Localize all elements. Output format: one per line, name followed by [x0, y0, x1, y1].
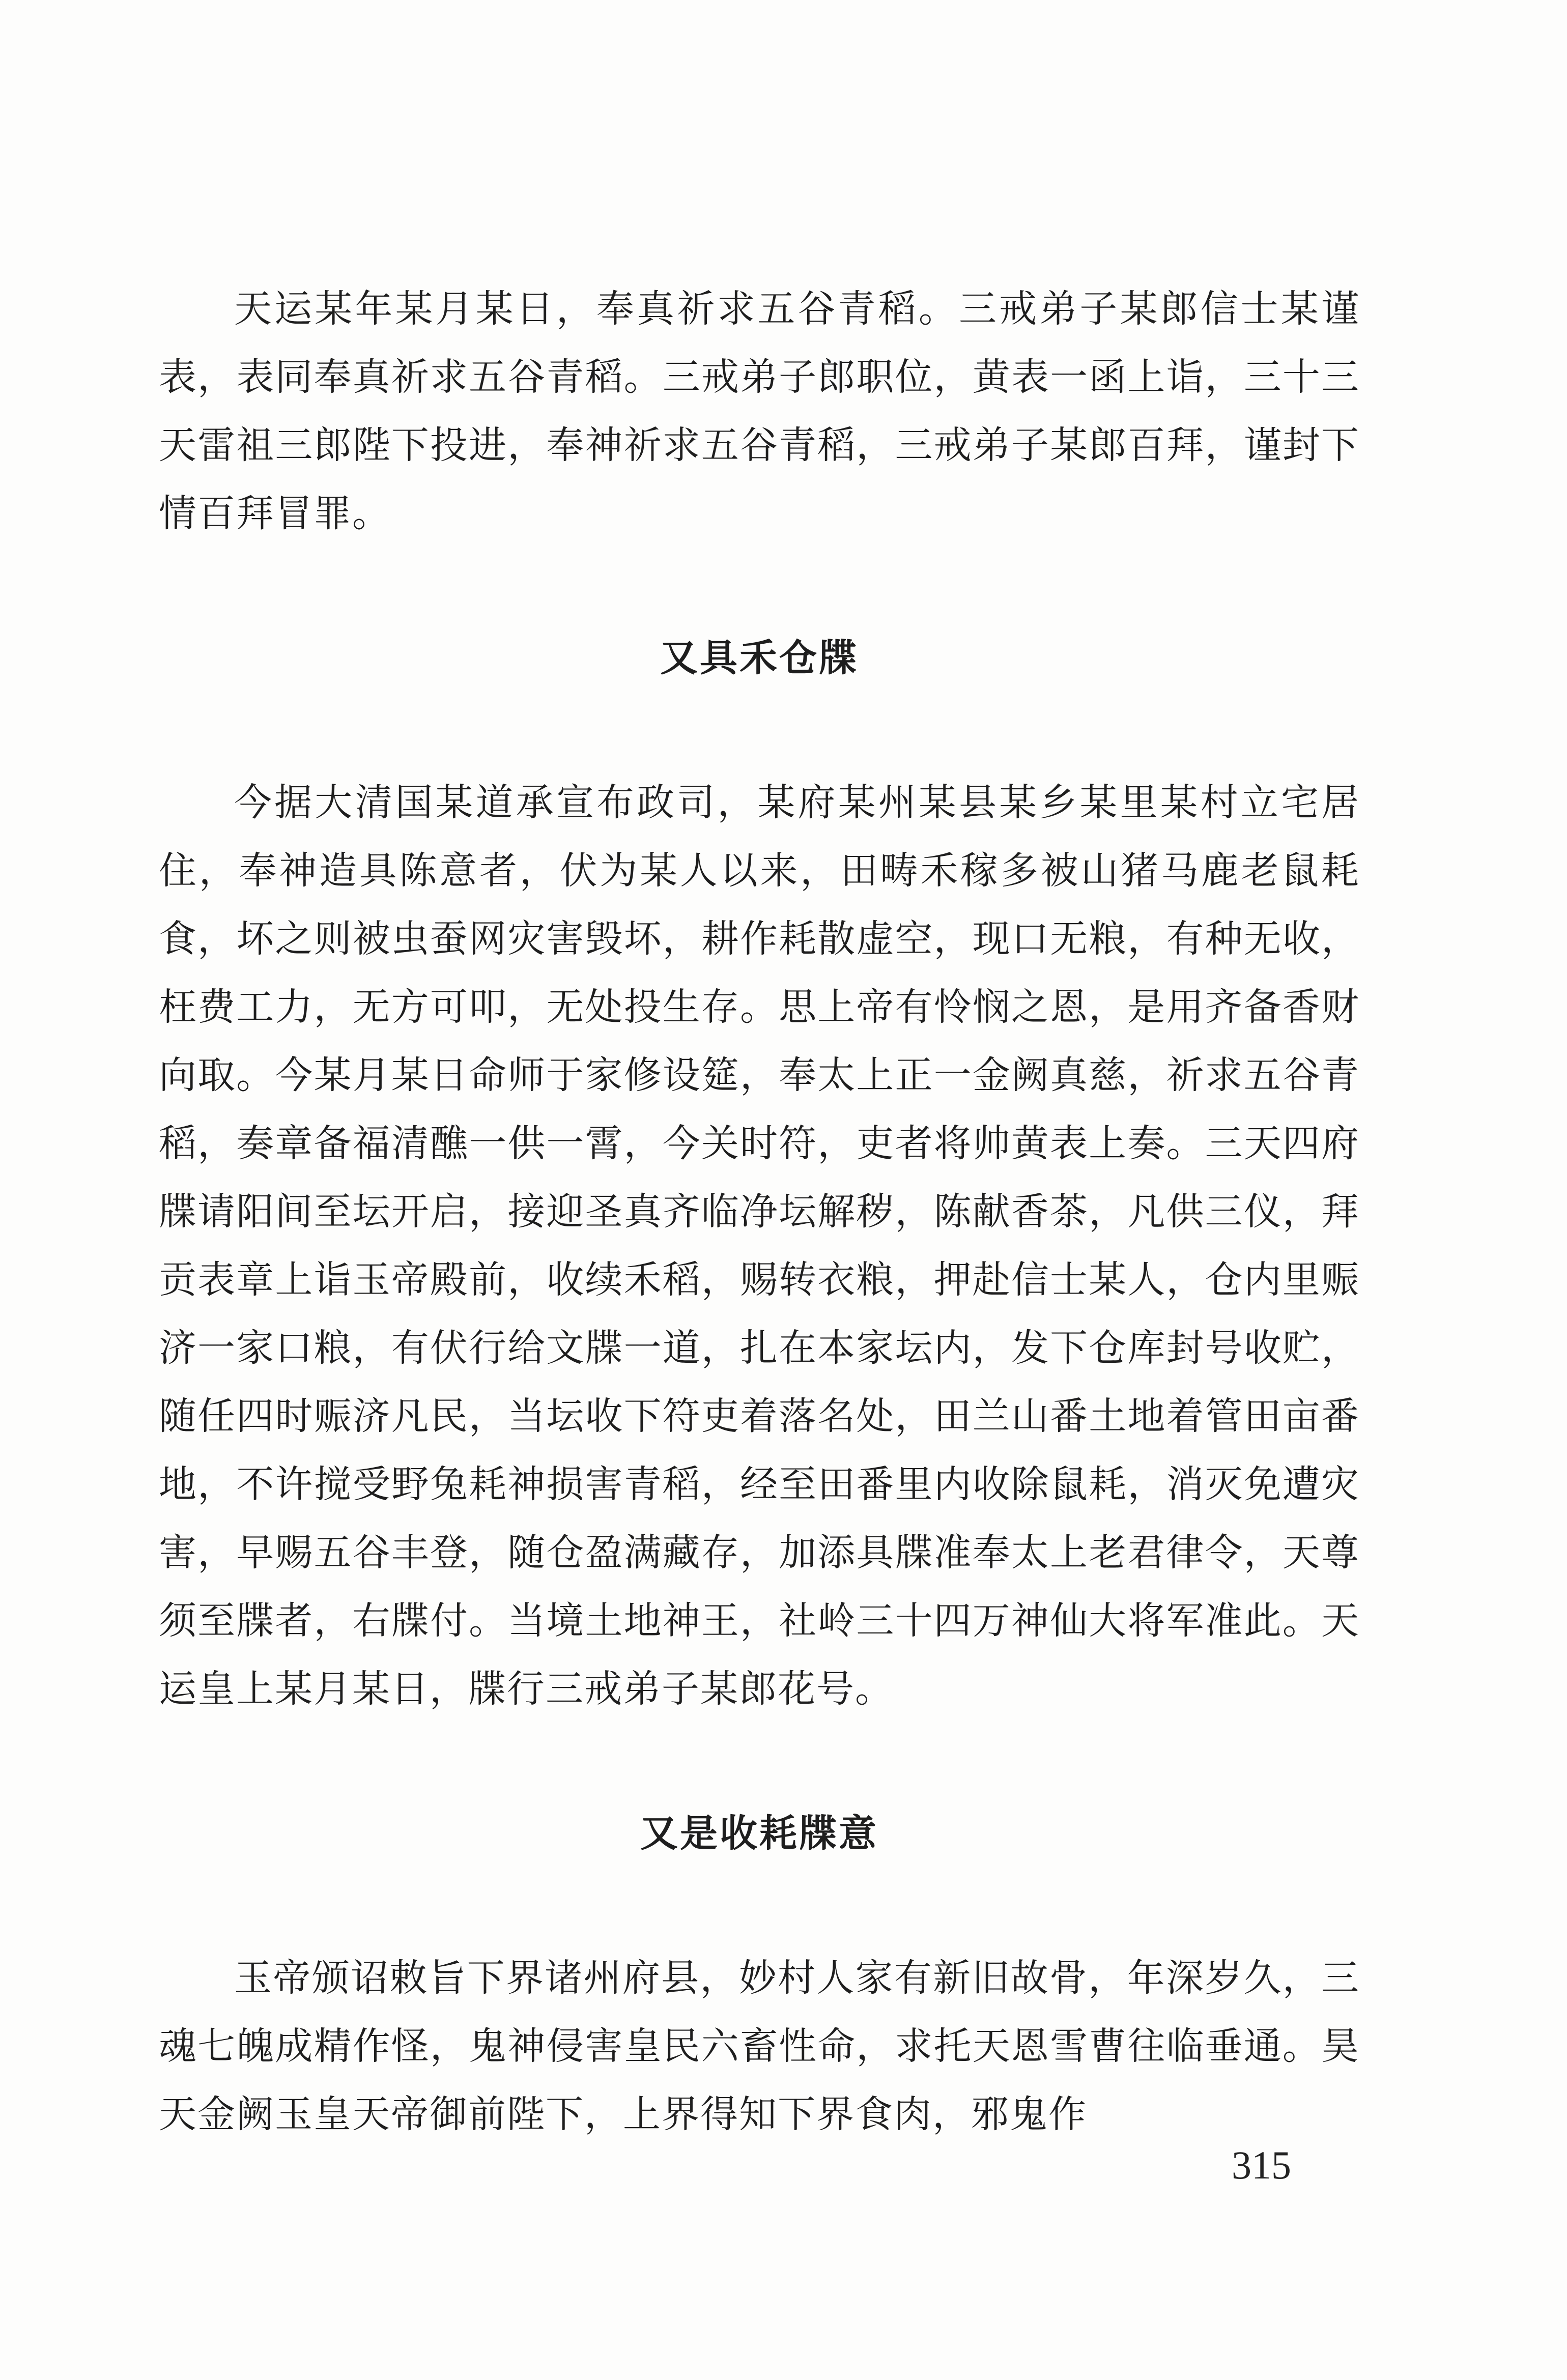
page-number: 315: [1232, 2143, 1291, 2187]
paragraph-petition: 天运某年某月某日，奉真祈求五谷青稻。三戒弟子某郎信士某谨表，表同奉真祈求五谷青稻。三戒弟子郎职位，黄表一函上诣，三十三天雷祖三郎陛下投进，奉神祈求五谷青稻，三戒弟子某郎百拜，谨封下情百拜冒罪。: [159, 287, 1360, 535]
paragraph-granary-dispatch: 今据大清国某道承宣布政司，某府某州某县某乡某里某村立宅居住，奉神造具陈意者，伏为某人以来，田畴禾稼多被山猪马鹿老鼠耗食，坏之则被虫蚕网灾害毁坏，耕作耗散虚空，现口无粮，有种无收，枉费工力，无方可叩，无处投生存。思上帝有怜悯之恩，是用齐备香财向取。今某月某日命师于家修设筵，奉太上正一金阙真慈，祈求五谷青稻，奏章备福清醮一供一霄，今关时符，吏者将帅黄表上奏。三天四府牒请阳间至坛开启，接迎圣真齐临净坛解秽，陈献香茶，凡供三仪，拜贡表章上诣玉帝殿前，收续禾稻，赐转衣粮，押赴信士某人，仓内里赈济一家口粮，有伏行给文牒一道，扎在本家坛内，发下仓库封号收贮，随任四时赈济凡民，当坛收下符吏着落名处，田兰山番土地着管田亩番地，不许搅受野兔耗神损害青稻，经至田番里内收除鼠耗，消灭免遭灾害，早赐五谷丰登，随仓盈满藏存，加添具牒准奉太上老君律令，天尊须至牒者，右牒付。当境土地神王，社岭三十四万神仙大将军准此。天运皇上某月某日，牒行三戒弟子某郎花号。: [159, 781, 1360, 1711]
section-heading-rodent-dispatch: 又是收耗牒意: [640, 1812, 878, 1855]
page-body: [159, 275, 1360, 2148]
paragraph-rodent-dispatch: 玉帝颁诏敕旨下界诸州府县，妙村人家有新旧故骨，年深岁久，三魂七魄成精作怪，鬼神侵害皇民六畜性命，求托天恩雪曹往临垂通。昊天金阙玉皇天帝御前陛下，上界得知下界食肉，邪鬼作: [159, 1956, 1360, 2136]
section-heading-granary-dispatch: 又具禾仓牒: [660, 636, 859, 680]
